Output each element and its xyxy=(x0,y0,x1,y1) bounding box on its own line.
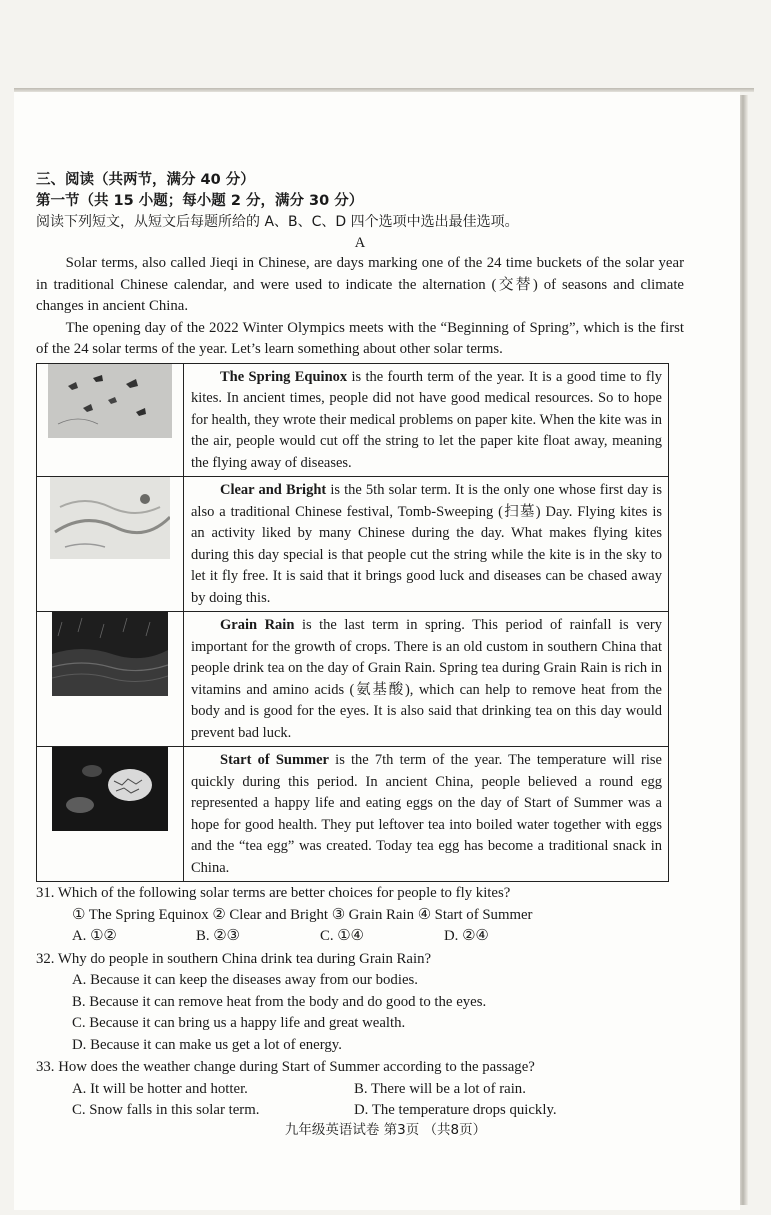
option-c[interactable]: C. ①④ xyxy=(320,928,364,944)
option-b[interactable]: B. Because it can remove heat from the body and do good to the eyes. xyxy=(72,993,487,1010)
option-a[interactable]: A. ①② xyxy=(72,928,117,944)
rain-photo xyxy=(52,612,168,696)
question-33-stem: 33. How does the weather change during Start of Summer according to the passage? xyxy=(36,1059,535,1075)
question-33-options-row-1 xyxy=(36,1079,684,1101)
solar-terms-table xyxy=(36,363,669,883)
term-row-grain-rain xyxy=(37,612,669,747)
option-a[interactable]: A. Because it can keep the diseases away from our bodies. xyxy=(72,972,418,988)
term-name: Grain Rain xyxy=(220,617,295,633)
term-text: is the 5th solar term. It is the only one whose first day is also a traditional Chinese festival, Tomb-Sweeping (扫墓) Day. Flying kites is an activity liked by many Chinese during the day. What makes flying kites during this day special is that people cut the string while the kite is in the sky to let it fly free. It is said that it brings good luck and diseases can be chased away by doing this. xyxy=(191,482,662,606)
passage-label: A xyxy=(354,235,366,251)
exam-page xyxy=(14,92,740,1210)
option-b[interactable]: B. There will be a lot of rain. xyxy=(354,1080,526,1097)
term-row-start-of-summer xyxy=(37,747,669,882)
term-row-clear-and-bright xyxy=(37,477,669,612)
question-31-stem: 31. Which of the following solar terms are better choices for people to fly kites? xyxy=(36,885,511,901)
term-text: is the last term in spring. This period of rainfall is very important for the growth of crops. There is an old custom in southern China that people drink tea on the day of Grain Rain. Spring tea during Grain Rain is rich in vitamins and amino acids (氨基酸), which can help to remove heat from the body and is good for the eyes. It is also said that drinking tea on this day would prevent bad luck. xyxy=(191,617,662,741)
option-d[interactable]: D. The temperature drops quickly. xyxy=(354,1102,557,1118)
passage-para-2: The opening day of the 2022 Winter Olympics meets with the “Beginning of Spring”, which is the first of the 24 solar terms of the year. Let’s learn something about other solar terms. xyxy=(36,319,684,357)
term-description xyxy=(184,747,669,882)
question-31-options xyxy=(36,926,684,948)
option-d[interactable]: D. ②④ xyxy=(444,928,489,944)
term-text: is the fourth term of the year. It is a good time to fly kites. In ancient times, people did not have good medical resources. So to hope for health, they wrote their medical problems on paper kite. When the kite was in the air, people would cut off the string to let the paper kite float away, meaning the flying away of diseases. xyxy=(191,368,662,471)
term-name: Clear and Bright xyxy=(220,482,327,498)
page-footer: 九年级英语试卷 第3页 （共8页） xyxy=(284,1122,487,1138)
option-d[interactable]: D. Because it can make us get a lot of energy. xyxy=(72,1036,342,1053)
section-subtitle: 第一节（共 15 小题；每小题 2 分，满分 30 分） xyxy=(36,193,364,209)
option-b[interactable]: B. ②③ xyxy=(196,928,240,944)
term-row-spring-equinox xyxy=(37,363,669,477)
term-description xyxy=(184,477,669,612)
option-c[interactable]: C. Snow falls in this solar term. xyxy=(72,1102,260,1118)
question-32-stem: 32. Why do people in southern China drink tea during Grain Rain? xyxy=(36,950,432,967)
option-c[interactable]: C. Because it can bring us a happy life and great wealth. xyxy=(72,1015,406,1031)
section-title: 三、阅读（共两节，满分 40 分） xyxy=(36,172,255,188)
image-cell xyxy=(37,612,184,747)
content xyxy=(36,170,684,1122)
image-cell xyxy=(37,363,184,477)
term-description xyxy=(184,363,669,477)
term-text: is the 7th term of the year. The temperature will rise quickly during this period. In ancient China, people believed a round egg represented a happy life and eating eggs on the day of Start of Summer was a hope for good health. They put leftover tea into boiled water together with eggs and the “tea egg” was created. Today tea egg has become a traditional snack in China. xyxy=(191,752,662,876)
option-a[interactable]: A. It will be hotter and hotter. xyxy=(72,1080,248,1097)
image-cell xyxy=(37,477,184,612)
term-name: The Spring Equinox xyxy=(220,368,348,385)
sweeping-photo xyxy=(50,477,170,559)
term-name: Start of Summer xyxy=(220,752,329,768)
instruction: 阅读下列短文，从短文后每题所给的 A、B、C、D 四个选项中选出最佳选项。 xyxy=(36,214,519,230)
passage-para-1: Solar terms, also called Jieqi in Chinese, are days marking one of the 24 time buckets of the solar year in traditional Chinese calendar, and were used to indicate the alternation (交替) of seasons and climate changes in ancient China. xyxy=(36,255,684,314)
image-cell xyxy=(37,747,184,882)
term-description xyxy=(184,612,669,747)
tea-egg-photo xyxy=(52,747,168,831)
question-31-items: ① The Spring Equinox ② Clear and Bright ③ Grain Rain ④ Start of Summer xyxy=(72,906,533,923)
kites-photo xyxy=(48,364,172,438)
